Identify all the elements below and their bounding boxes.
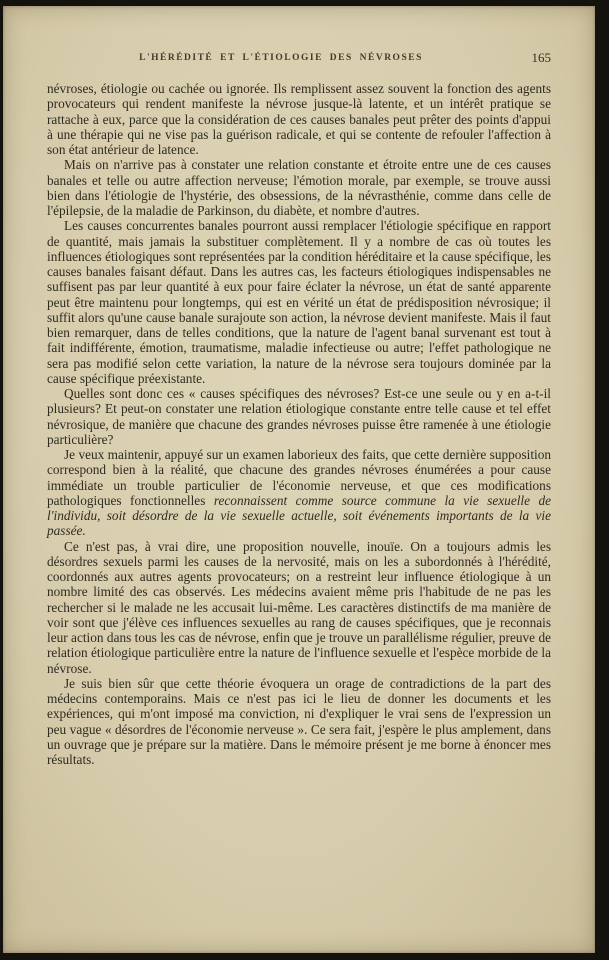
body-text: Quelles sont donc ces « causes spécifiques des névroses? Est-ce une seule ou y en a-t-il plusieurs? Et peut-on constater une relation étiologique constante entre telle cause et tel effet névrosique, de manière que chacune des grandes névroses puisse être ramenée à une étiologie particulière? — [47, 386, 551, 447]
paragraph — [47, 157, 551, 218]
book-page — [3, 6, 595, 953]
paragraph — [47, 676, 551, 768]
page-body — [47, 81, 551, 767]
running-title: L'HÉRÉDITÉ ET L'ÉTIOLOGIE DES NÉVROSES — [139, 53, 423, 63]
body-text: Je veux maintenir, appuyé sur un examen laborieux des faits, que cette dernière supposition correspond bien à la réalité, que chacune des grandes névroses énumérées a pour cause immédiate un trouble particulier de l'économie nerveuse, et que ces modifications pathologiques fonctionnelles — [47, 447, 551, 508]
body-text: Mais on n'arrive pas à constater une relation constante et étroite entre une de ces causes banales et telle ou autre affection nerveuse; l'émotion morale, par exemple, se trouve aussi bien dans l'étiologie de l'hystérie, des obsessions, de la névrasthénie, comme dans celle de l'épilepsie, de la maladie de Parkinson, du diabète, et nombre d'autres. — [47, 157, 551, 218]
paragraph — [47, 539, 551, 676]
body-text: Je suis bien sûr que cette théorie évoquera un orage de contradictions de la part des médecins contemporains. Mais ce n'est pas ici le lieu de donner les documents et les expériences, qui m'ont imposé ma conviction, ni d'expliquer le vrai sens de l'expression un peu vague « désordres de l'économie nerveuse ». Ce sera fait, j'espère le plus amplement, dans un ouvrage que je prépare sur la matière. Dans le mémoire présent je me borne à énoncer mes résultats. — [47, 675, 551, 767]
body-text: Ce n'est pas, à vrai dire, une proposition nouvelle, inouïe. On a toujours admis les désordres sexuels parmi les causes de la nervosité, mais on les a subordonnés à l'hérédité, coordonnés aux autres agents provocateurs; on a restreint leur influence étiologique à un nombre limité des cas observés. Les médecins avaient même pris l'habitude de ne pas les rechercher si le malade ne les accusait lui-même. Les caractères distinctifs de ma manière de voir sont que j'élève ces influences sexuelles au rang de causes spécifiques, que je reconnais leur action dans tous les cas de névrose, enfin que je trouve un parallélisme régulier, preuve de relation étiologique particulière entre la nature de l'influence sexuelle et l'espèce morbide de la névrose. — [47, 538, 551, 676]
page-number: 165 — [531, 50, 551, 65]
running-header — [47, 6, 551, 68]
italic-text: reconnaissent comme source commune la vie sexuelle de l'individu, soit désordre de la vie sexuelle actuelle, soit événements importants de la vie passée. — [47, 492, 552, 539]
paragraph — [47, 386, 551, 447]
body-text: Les causes concurrentes banales pourront aussi remplacer l'étiologie spécifique en rapport de quantité, mais jamais la substituer complètement. Il y a nombre de cas où toutes les influences étiologiques sont représentées par la condition héréditaire et la cause spécifique, les causes banales faisant défaut. Dans les autres cas, les facteurs étiologiques indispensables ne suffisent pas par leur quantité à eux pour faire éclater la névrose, un état de santé apparente peut être maintenu pour longtemps, qui est en vérité un état de prédisposition névrosique; il suffit alors qu'une cause banale surajoute son action, la névrose devient manifeste. Mais il faut bien remarquer, dans de telles conditions, que la nature de l'agent banal survenant est tout à fait indifférente, émotion, traumatisme, maladie infectieuse ou autre; l'effet pathologique ne sera pas modifié selon cette variation, la nature de la névrose sera toujours dominée par la cause spécifique préexistante. — [47, 218, 551, 386]
paragraph — [47, 81, 551, 157]
paragraph — [47, 218, 551, 386]
paragraph — [47, 447, 551, 539]
body-text: névroses, étiologie ou cachée ou ignorée. Ils remplissent assez souvent la fonction des agents provocateurs qui rendent manifeste la névrose jusque-là latente, et un intérêt pratique se rattache à eux, parce que la considération de ces causes banales peut prêter des points d'appui à une thérapie qui ne vise pas la guérison radicale, et qui se contente de refouler l'affection à son état antérieur de latence. — [47, 81, 551, 157]
